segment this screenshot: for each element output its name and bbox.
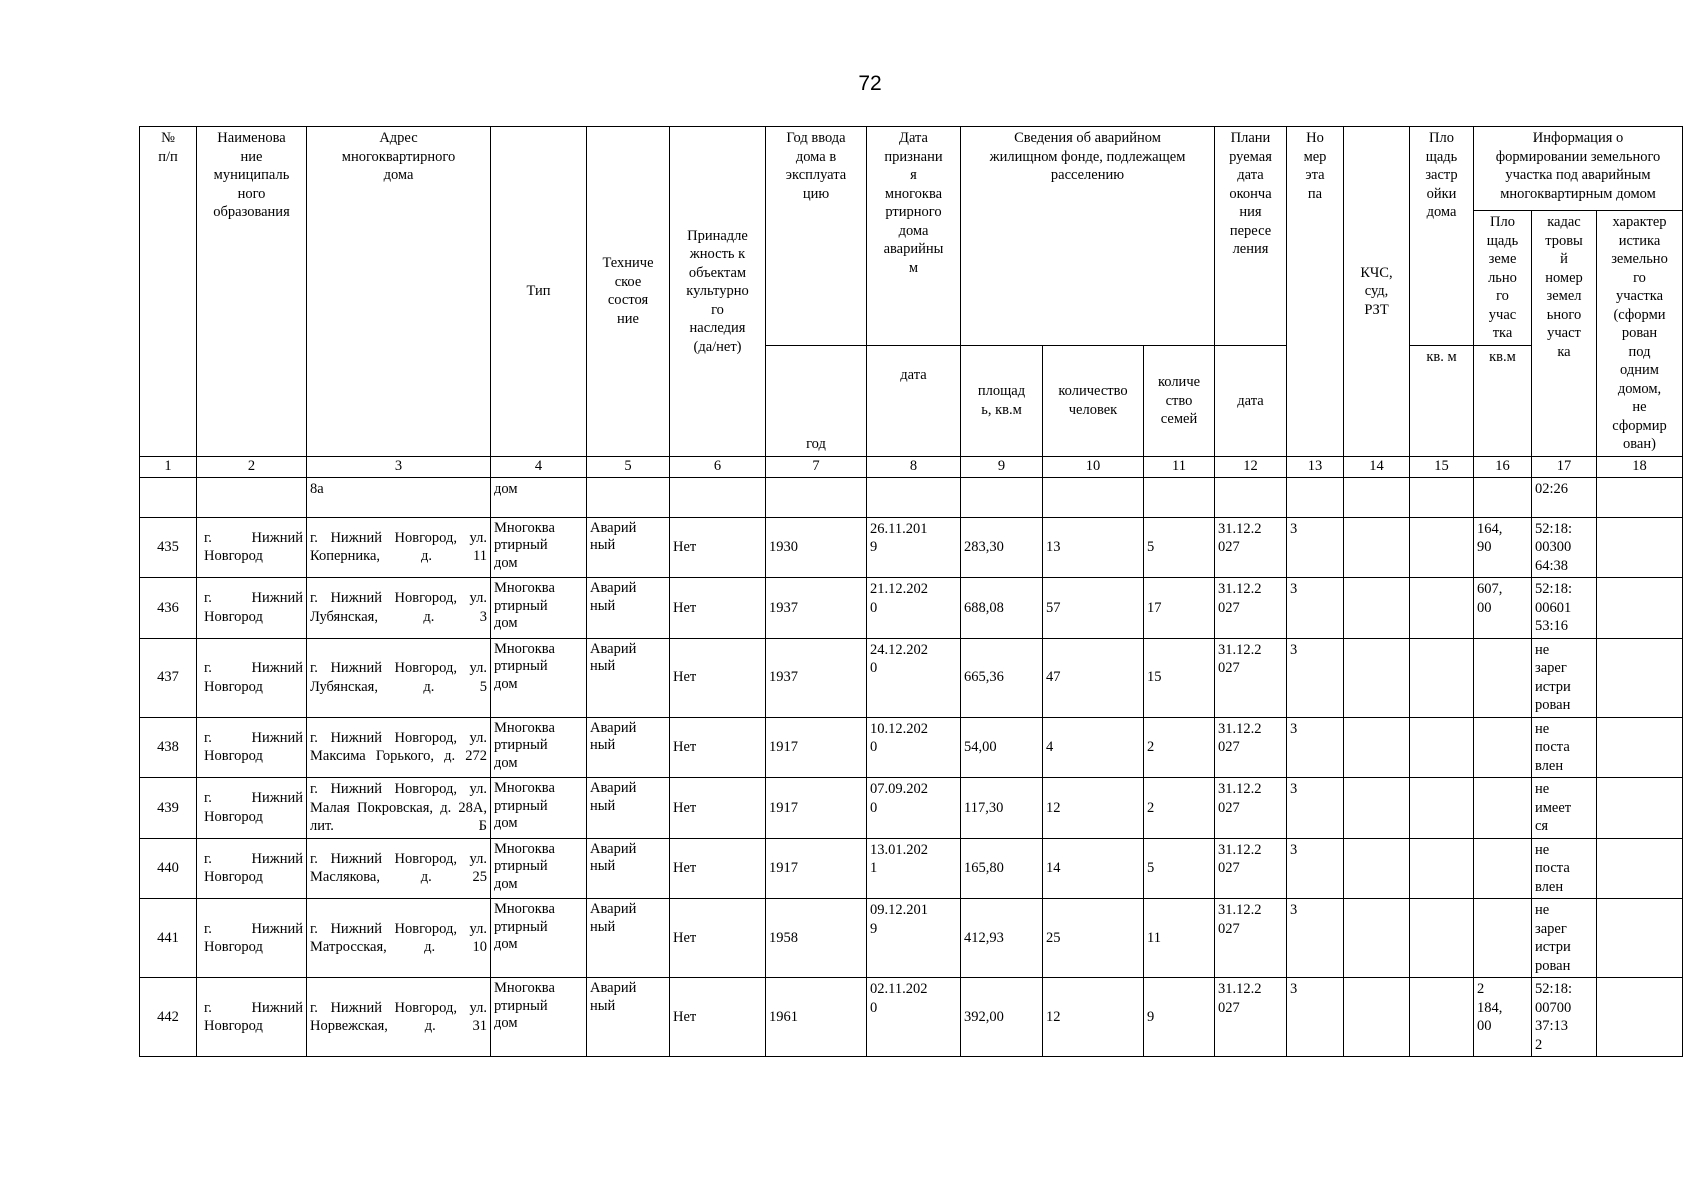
header-col-8: Дата признани я многоква ртирного дома аварийны м bbox=[867, 127, 961, 346]
commission-year: 1958 bbox=[766, 899, 867, 978]
technical-state: Аварий ный bbox=[587, 638, 670, 717]
residential-area: 688,08 bbox=[961, 578, 1043, 639]
cadastral-number: 52:18: 00700 37:13 2 bbox=[1532, 978, 1597, 1057]
land-plot-area: 164, 90 bbox=[1474, 517, 1532, 578]
table-row bbox=[140, 638, 1683, 717]
building-footprint-area bbox=[1410, 838, 1474, 899]
residential-area: 283,30 bbox=[961, 517, 1043, 578]
cadastral-number: не поста влен bbox=[1532, 838, 1597, 899]
table-row bbox=[140, 717, 1683, 778]
stage-number: 3 bbox=[1287, 638, 1344, 717]
building-type: Многоква ртирный дом bbox=[491, 899, 587, 978]
column-number: 12 bbox=[1215, 456, 1287, 477]
building-footprint-area bbox=[1410, 638, 1474, 717]
stage-number: 3 bbox=[1287, 517, 1344, 578]
land-plot-area bbox=[1474, 778, 1532, 839]
cadastral-number: не зарег истри рован bbox=[1532, 899, 1597, 978]
carryover-cadastral: 02:26 bbox=[1532, 477, 1597, 517]
stage-number: 3 bbox=[1287, 838, 1344, 899]
commission-year: 1937 bbox=[766, 638, 867, 717]
emergency-date: 21.12.202 0 bbox=[867, 578, 961, 639]
row-number: 436 bbox=[140, 578, 197, 639]
carryover-row bbox=[140, 477, 1683, 517]
header-col-16-unit: кв.м bbox=[1474, 346, 1532, 456]
column-number: 5 bbox=[587, 456, 670, 477]
header-col-16: Пло щадь земе льно го учас тка bbox=[1474, 211, 1532, 346]
land-plot-characteristic bbox=[1597, 638, 1683, 717]
residents-count: 47 bbox=[1043, 638, 1144, 717]
land-plot-area bbox=[1474, 899, 1532, 978]
residential-area: 412,93 bbox=[961, 899, 1043, 978]
stage-number: 3 bbox=[1287, 717, 1344, 778]
column-number: 15 bbox=[1410, 456, 1474, 477]
column-number: 14 bbox=[1344, 456, 1410, 477]
address: г. Нижний Новгород, ул. Малая Покровская, д. 28А, лит. Б bbox=[307, 778, 491, 839]
carryover-type: дом bbox=[491, 477, 587, 517]
land-plot-characteristic bbox=[1597, 978, 1683, 1057]
technical-state: Аварий ный bbox=[587, 578, 670, 639]
technical-state: Аварий ный bbox=[587, 978, 670, 1057]
column-number: 9 bbox=[961, 456, 1043, 477]
kchs-court-rzt bbox=[1344, 638, 1410, 717]
families-count: 5 bbox=[1144, 838, 1215, 899]
table-row bbox=[140, 899, 1683, 978]
header-col-3: Адрес многоквартирного дома bbox=[307, 127, 491, 457]
commission-year: 1917 bbox=[766, 778, 867, 839]
column-number: 17 bbox=[1532, 456, 1597, 477]
planned-resettlement-date: 31.12.2 027 bbox=[1215, 517, 1287, 578]
address: г. Нижний Новгород, ул. Коперника, д. 11 bbox=[307, 517, 491, 578]
heritage-status: Нет bbox=[670, 778, 766, 839]
header-col-7: Год ввода дома в эксплуата цию bbox=[766, 127, 867, 346]
column-number: 13 bbox=[1287, 456, 1344, 477]
column-number: 7 bbox=[766, 456, 867, 477]
residential-area: 165,80 bbox=[961, 838, 1043, 899]
technical-state: Аварий ный bbox=[587, 778, 670, 839]
cadastral-number: 52:18: 00601 53:16 bbox=[1532, 578, 1597, 639]
municipality: г. Нижний Новгород bbox=[197, 578, 307, 639]
building-footprint-area bbox=[1410, 978, 1474, 1057]
header-col-11: количе ство семей bbox=[1144, 346, 1215, 456]
header-col-15: Пло щадь застр ойки дома bbox=[1410, 127, 1474, 346]
land-plot-area: 2 184, 00 bbox=[1474, 978, 1532, 1057]
building-footprint-area bbox=[1410, 717, 1474, 778]
emergency-date: 09.12.201 9 bbox=[867, 899, 961, 978]
header-col-6: Принадле жность к объектам культурно го наследия (да/нет) bbox=[670, 127, 766, 457]
heritage-status: Нет bbox=[670, 578, 766, 639]
address: г. Нижний Новгород, ул. Лубянская, д. 3 bbox=[307, 578, 491, 639]
header-col-17: кадас тровы й номер земел ьного участ ка bbox=[1532, 211, 1597, 457]
header-col-12-unit: дата bbox=[1215, 346, 1287, 456]
municipality: г. Нижний Новгород bbox=[197, 517, 307, 578]
table-row bbox=[140, 978, 1683, 1057]
cadastral-number: не поста влен bbox=[1532, 717, 1597, 778]
commission-year: 1917 bbox=[766, 717, 867, 778]
land-plot-area: 607, 00 bbox=[1474, 578, 1532, 639]
municipality: г. Нижний Новгород bbox=[197, 978, 307, 1057]
families-count: 15 bbox=[1144, 638, 1215, 717]
families-count: 2 bbox=[1144, 717, 1215, 778]
column-number: 18 bbox=[1597, 456, 1683, 477]
residents-count: 57 bbox=[1043, 578, 1144, 639]
emergency-date: 10.12.202 0 bbox=[867, 717, 961, 778]
building-type: Многоква ртирный дом bbox=[491, 838, 587, 899]
column-number: 2 bbox=[197, 456, 307, 477]
column-number-row bbox=[140, 456, 1683, 477]
families-count: 9 bbox=[1144, 978, 1215, 1057]
residents-count: 4 bbox=[1043, 717, 1144, 778]
row-number: 440 bbox=[140, 838, 197, 899]
municipality: г. Нижний Новгород bbox=[197, 838, 307, 899]
building-type: Многоква ртирный дом bbox=[491, 638, 587, 717]
building-footprint-area bbox=[1410, 899, 1474, 978]
residential-area: 54,00 bbox=[961, 717, 1043, 778]
families-count: 5 bbox=[1144, 517, 1215, 578]
heritage-status: Нет bbox=[670, 899, 766, 978]
families-count: 2 bbox=[1144, 778, 1215, 839]
header-col-10: количество человек bbox=[1043, 346, 1144, 456]
header-col-1: № п/п bbox=[140, 127, 197, 457]
stage-number: 3 bbox=[1287, 778, 1344, 839]
municipality: г. Нижний Новгород bbox=[197, 638, 307, 717]
header-col-7-unit: год bbox=[766, 346, 867, 456]
heritage-status: Нет bbox=[670, 838, 766, 899]
header-col-8-unit: дата bbox=[867, 346, 961, 456]
technical-state: Аварий ный bbox=[587, 899, 670, 978]
emergency-date: 26.11.201 9 bbox=[867, 517, 961, 578]
header-col-9: площад ь, кв.м bbox=[961, 346, 1043, 456]
kchs-court-rzt bbox=[1344, 838, 1410, 899]
cadastral-number: 52:18: 00300 64:38 bbox=[1532, 517, 1597, 578]
municipality: г. Нижний Новгород bbox=[197, 899, 307, 978]
column-number: 6 bbox=[670, 456, 766, 477]
residents-count: 12 bbox=[1043, 778, 1144, 839]
building-type: Многоква ртирный дом bbox=[491, 978, 587, 1057]
emergency-date: 24.12.202 0 bbox=[867, 638, 961, 717]
header-col-4: Тип bbox=[491, 127, 587, 457]
cadastral-number: не имеет ся bbox=[1532, 778, 1597, 839]
land-plot-characteristic bbox=[1597, 717, 1683, 778]
kchs-court-rzt bbox=[1344, 578, 1410, 639]
header-col-5: Техниче ское состоя ние bbox=[587, 127, 670, 457]
heritage-status: Нет bbox=[670, 517, 766, 578]
planned-resettlement-date: 31.12.2 027 bbox=[1215, 578, 1287, 639]
header-col-14: КЧС, суд, РЗТ bbox=[1344, 127, 1410, 457]
column-number: 16 bbox=[1474, 456, 1532, 477]
column-number: 8 bbox=[867, 456, 961, 477]
land-plot-area bbox=[1474, 717, 1532, 778]
stage-number: 3 bbox=[1287, 978, 1344, 1057]
address: г. Нижний Новгород, ул. Матросская, д. 10 bbox=[307, 899, 491, 978]
technical-state: Аварий ный bbox=[587, 717, 670, 778]
residents-count: 25 bbox=[1043, 899, 1144, 978]
planned-resettlement-date: 31.12.2 027 bbox=[1215, 638, 1287, 717]
emergency-housing-table bbox=[139, 126, 1683, 1057]
commission-year: 1930 bbox=[766, 517, 867, 578]
emergency-date: 07.09.202 0 bbox=[867, 778, 961, 839]
stage-number: 3 bbox=[1287, 899, 1344, 978]
kchs-court-rzt bbox=[1344, 978, 1410, 1057]
building-footprint-area bbox=[1410, 517, 1474, 578]
header-col-12: Плани руемая дата оконча ния пересе ления bbox=[1215, 127, 1287, 346]
land-plot-characteristic bbox=[1597, 838, 1683, 899]
heritage-status: Нет bbox=[670, 978, 766, 1057]
table-row bbox=[140, 517, 1683, 578]
building-footprint-area bbox=[1410, 578, 1474, 639]
families-count: 11 bbox=[1144, 899, 1215, 978]
table-row bbox=[140, 578, 1683, 639]
building-type: Многоква ртирный дом bbox=[491, 578, 587, 639]
land-plot-area bbox=[1474, 638, 1532, 717]
cadastral-number: не зарег истри рован bbox=[1532, 638, 1597, 717]
residential-area: 392,00 bbox=[961, 978, 1043, 1057]
residents-count: 12 bbox=[1043, 978, 1144, 1057]
header-group-16-18: Информация о формировании земельного участка под аварийным многоквартирным домом bbox=[1474, 127, 1683, 211]
row-number: 435 bbox=[140, 517, 197, 578]
land-plot-area bbox=[1474, 838, 1532, 899]
municipality: г. Нижний Новгород bbox=[197, 778, 307, 839]
address: г. Нижний Новгород, ул. Максима Горького, д. 272 bbox=[307, 717, 491, 778]
emergency-date: 13.01.202 1 bbox=[867, 838, 961, 899]
header-col-13: Но мер эта па bbox=[1287, 127, 1344, 457]
building-type: Многоква ртирный дом bbox=[491, 778, 587, 839]
emergency-date: 02.11.202 0 bbox=[867, 978, 961, 1057]
page-number: 72 bbox=[858, 72, 882, 95]
residential-area: 117,30 bbox=[961, 778, 1043, 839]
land-plot-characteristic bbox=[1597, 899, 1683, 978]
planned-resettlement-date: 31.12.2 027 bbox=[1215, 717, 1287, 778]
commission-year: 1917 bbox=[766, 838, 867, 899]
table-row bbox=[140, 838, 1683, 899]
planned-resettlement-date: 31.12.2 027 bbox=[1215, 778, 1287, 839]
heritage-status: Нет bbox=[670, 717, 766, 778]
table-row bbox=[140, 778, 1683, 839]
heritage-status: Нет bbox=[670, 638, 766, 717]
kchs-court-rzt bbox=[1344, 517, 1410, 578]
address: г. Нижний Новгород, ул. Маслякова, д. 25 bbox=[307, 838, 491, 899]
column-number: 1 bbox=[140, 456, 197, 477]
kchs-court-rzt bbox=[1344, 899, 1410, 978]
technical-state: Аварий ный bbox=[587, 517, 670, 578]
technical-state: Аварий ный bbox=[587, 838, 670, 899]
planned-resettlement-date: 31.12.2 027 bbox=[1215, 978, 1287, 1057]
row-number: 439 bbox=[140, 778, 197, 839]
row-number: 441 bbox=[140, 899, 197, 978]
column-number: 10 bbox=[1043, 456, 1144, 477]
header-col-18: характер истика земельно го участка (сформи рован под одним домом, не сформир ован) bbox=[1597, 211, 1683, 457]
planned-resettlement-date: 31.12.2 027 bbox=[1215, 899, 1287, 978]
building-footprint-area bbox=[1410, 778, 1474, 839]
column-number: 4 bbox=[491, 456, 587, 477]
carryover-address: 8а bbox=[307, 477, 491, 517]
residential-area: 665,36 bbox=[961, 638, 1043, 717]
land-plot-characteristic bbox=[1597, 517, 1683, 578]
municipality: г. Нижний Новгород bbox=[197, 717, 307, 778]
header-col-2: Наименова ние муниципаль ного образования bbox=[197, 127, 307, 457]
row-number: 438 bbox=[140, 717, 197, 778]
land-plot-characteristic bbox=[1597, 578, 1683, 639]
residents-count: 13 bbox=[1043, 517, 1144, 578]
residents-count: 14 bbox=[1043, 838, 1144, 899]
column-number: 3 bbox=[307, 456, 491, 477]
families-count: 17 bbox=[1144, 578, 1215, 639]
land-plot-characteristic bbox=[1597, 778, 1683, 839]
planned-resettlement-date: 31.12.2 027 bbox=[1215, 838, 1287, 899]
address: г. Нижний Новгород, ул. Лубянская, д. 5 bbox=[307, 638, 491, 717]
building-type: Многоква ртирный дом bbox=[491, 517, 587, 578]
commission-year: 1961 bbox=[766, 978, 867, 1057]
row-number: 442 bbox=[140, 978, 197, 1057]
address: г. Нижний Новгород, ул. Норвежская, д. 31 bbox=[307, 978, 491, 1057]
kchs-court-rzt bbox=[1344, 778, 1410, 839]
row-number: 437 bbox=[140, 638, 197, 717]
header-group-9-11: Сведения об аварийном жилищном фонде, подлежащем расселению bbox=[961, 127, 1215, 346]
column-number: 11 bbox=[1144, 456, 1215, 477]
header-col-15-unit: кв. м bbox=[1410, 346, 1474, 456]
building-type: Многоква ртирный дом bbox=[491, 717, 587, 778]
commission-year: 1937 bbox=[766, 578, 867, 639]
stage-number: 3 bbox=[1287, 578, 1344, 639]
kchs-court-rzt bbox=[1344, 717, 1410, 778]
